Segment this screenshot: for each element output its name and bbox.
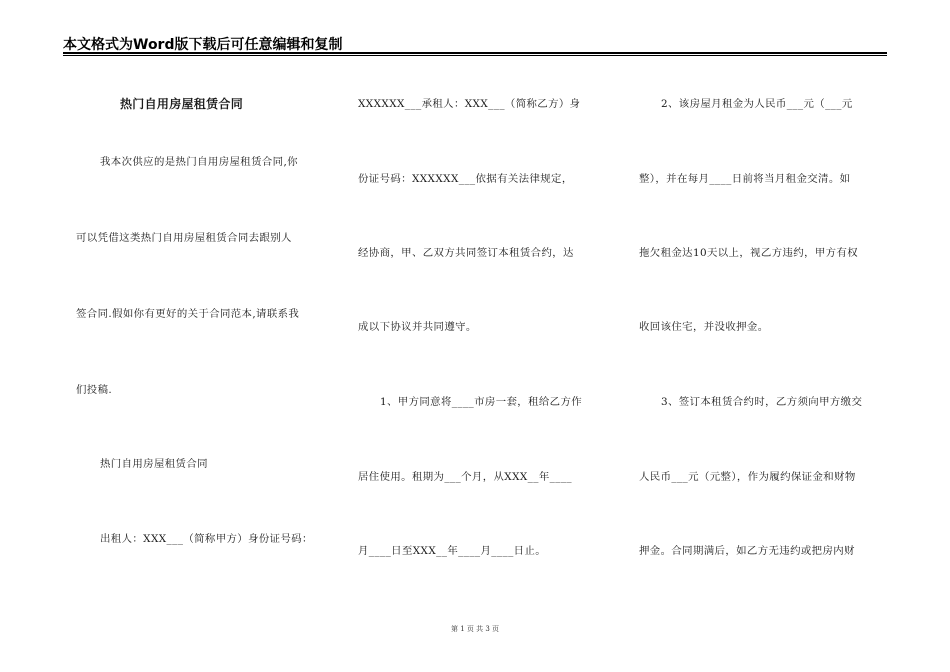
paragraph-line: 我本次供应的是热门自用房屋租赁合同,你 (100, 156, 298, 168)
paragraph-line: 可以凭借这类热门自用房屋租赁合同去跟别人 (76, 232, 292, 244)
paragraph-line: XXXXXX___承租人：XXX___（简称乙方）身 (358, 98, 581, 110)
paragraph-line: 热门自用房屋租赁合同 (100, 458, 208, 470)
paragraph-line: 出租人：XXX___（简称甲方）身份证号码： (100, 533, 313, 545)
document-header: 本文格式为Word版下载后可任意编辑和复制 (63, 37, 343, 53)
paragraph-line: 份证号码：XXXXXX___依据有关法律规定， (358, 173, 573, 185)
paragraph-line: 签合同.假如你有更好的关于合同范本,请联系我 (76, 308, 300, 320)
paragraph-line: 居住使用。租期为___个月，从XXX__年____ (358, 471, 573, 483)
paragraph-line: 拖欠租金达10天以上，视乙方违约，甲方有权 (639, 247, 859, 259)
paragraph-line: 成以下协议并共同遵守。 (358, 321, 477, 333)
paragraph-line: 押金。合同期满后，如乙方无违约或把房内财 (639, 545, 855, 557)
paragraph-line: 3、签订本租赁合约时，乙方须向甲方缴交 (661, 396, 863, 408)
paragraph-line: 经协商，甲、乙双方共同签订本租赁合约，达 (358, 247, 574, 259)
paragraph-line: 1、甲方同意将____市房一套，租给乙方作 (380, 396, 583, 408)
header-rule-thin (63, 55, 887, 56)
header-rule-thick (63, 52, 887, 54)
paragraph-line: 2、该房屋月租金为人民币___元（___元 (661, 98, 853, 110)
paragraph-line: 整），并在每月____日前将当月租金交清。如 (639, 173, 851, 185)
document-title: 热门自用房屋租赁合同 (120, 97, 244, 111)
paragraph-line: 收回该住宅，并没收押金。 (639, 321, 769, 333)
page-number-footer: 第 1 页 共 3 页 (450, 625, 500, 633)
paragraph-line: 月____日至XXX__年____月____日止。 (358, 545, 547, 557)
paragraph-line: 们投稿. (76, 384, 113, 396)
paragraph-line: 人民币___元（元整），作为履约保证金和财物 (639, 471, 856, 483)
